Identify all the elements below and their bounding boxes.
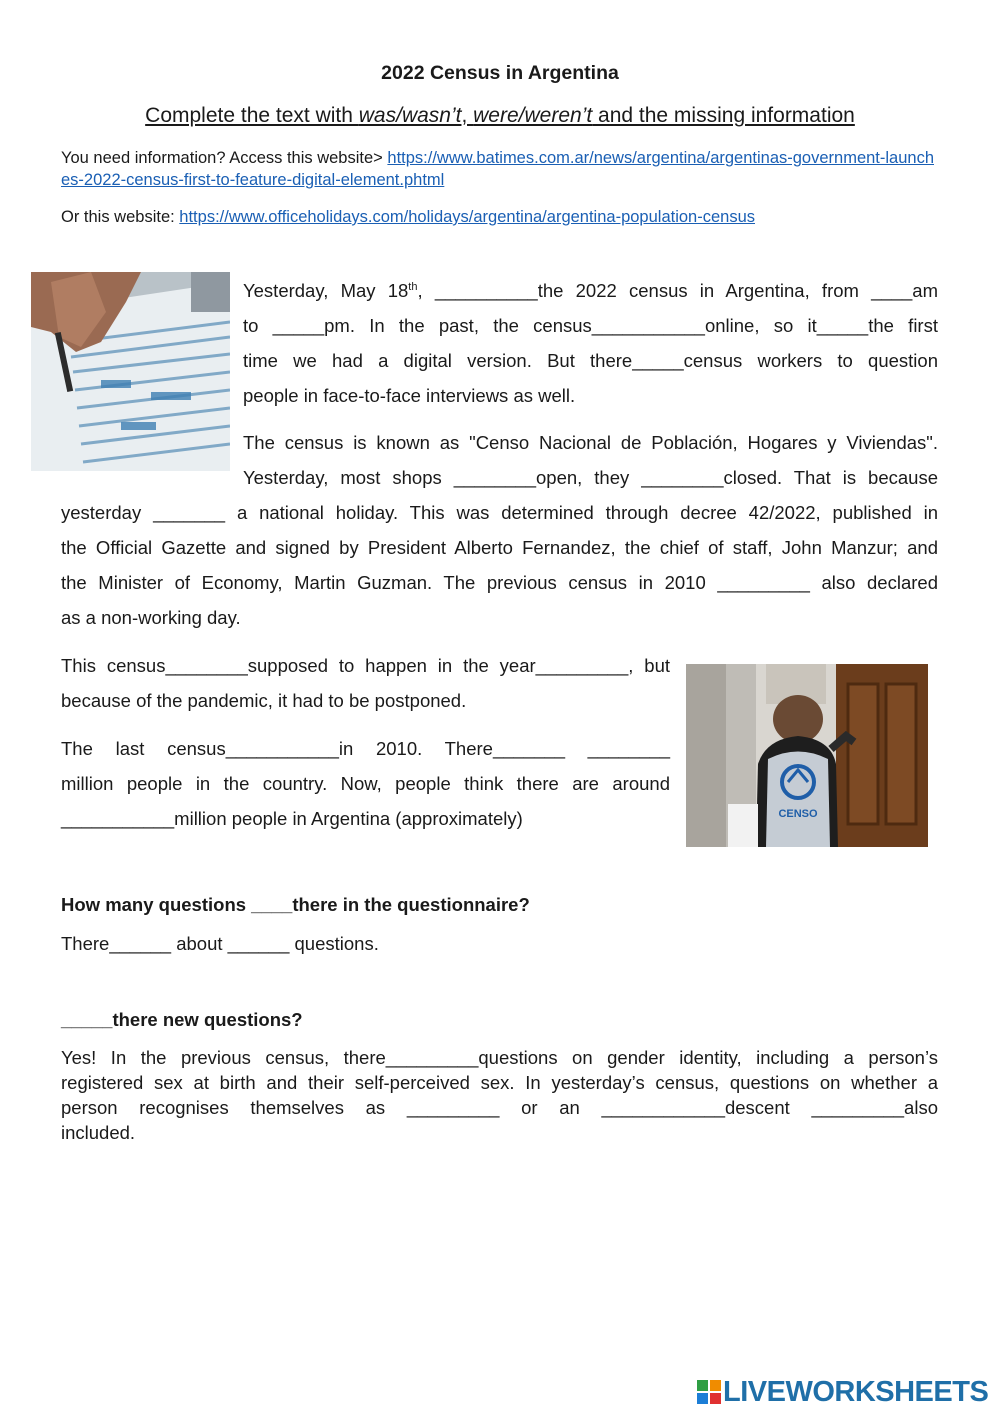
- instructions-part-2: ,: [461, 104, 474, 127]
- p4-line-3: ___________million people in Argentina (approximately): [61, 808, 523, 829]
- p1-line-1-rest: , __________the 2022 census in Argentina, from ____am: [417, 280, 938, 301]
- census-worker-photo: [686, 664, 928, 847]
- q2-line-4: included.: [61, 1122, 136, 1143]
- p2-line-3: yesterday _______ a national holiday. This was determined through decree 42/2022, published in: [61, 502, 938, 523]
- p1-line-2: to _____pm. In the past, the census___________online, so it_____the first: [243, 315, 938, 336]
- logo-mark-icon: [697, 1379, 721, 1403]
- instructions-part-3: and the missing information: [592, 104, 855, 127]
- p1-line-4: people in face-to-face interviews as well.: [243, 385, 576, 406]
- info-line-1: [61, 147, 941, 191]
- p1-line-1: [243, 280, 938, 302]
- info-prefix-1: You need information? Access this website>: [61, 149, 388, 167]
- instructions-part-1: Complete the text with: [145, 104, 359, 127]
- answer-1: There______ about ______ questions.: [61, 933, 379, 954]
- p1-line-3: time we had a digital version. But there_____census workers to question: [243, 350, 938, 371]
- batimes-link[interactable]: https://www.batimes.com.ar/news/argentina/argentinas-government-launches-2022-census-first-to-feature-digital-element.phtml: [61, 149, 934, 189]
- q2-line-2: registered sex at birth and their self-perceived sex. In yesterday’s census, questions on whether a: [61, 1072, 938, 1093]
- officeholidays-link[interactable]: https://www.officeholidays.com/holidays/argentina/argentina-population-census: [179, 208, 755, 226]
- liveworksheets-logo[interactable]: [697, 1376, 988, 1409]
- info-line-2: [61, 206, 941, 228]
- p2-line-4: the Official Gazette and signed by President Alberto Fernandez, the chief of staff, John Manzur; and: [61, 537, 938, 558]
- p2-line-1: The census is known as "Censo Nacional de Población, Hogares y Viviendas".: [243, 432, 938, 453]
- p2-line-6: as a non-working day.: [61, 607, 241, 628]
- p3-line-2: because of the pandemic, it had to be postponed.: [61, 690, 467, 711]
- p1-date-suffix: th: [408, 280, 418, 293]
- instructions: [0, 104, 1000, 128]
- p3-line-1: This census________supposed to happen in the year_________, but: [61, 655, 670, 676]
- instructions-were: were/weren’t: [473, 104, 593, 127]
- p2-line-2: Yesterday, most shops ________open, they ________closed. That is because: [243, 467, 938, 488]
- p4-line-1: The last census___________in 2010. There_______ ________: [61, 738, 670, 759]
- question-2: _____there new questions?: [61, 1009, 303, 1030]
- p1-date: Yesterday, May 18: [243, 280, 409, 301]
- instructions-was: was/wasn’t: [358, 104, 462, 127]
- q2-line-1: Yes! In the previous census, there_________questions on gender identity, including a person’s: [61, 1047, 938, 1068]
- logo-text: LIVEWORKSHEETS: [723, 1376, 989, 1408]
- question-1: How many questions ____there in the questionnaire?: [61, 894, 530, 915]
- p4-line-2: million people in the country. Now, people think there are around: [61, 773, 670, 794]
- p2-line-5: the Minister of Economy, Martin Guzman. The previous census in 2010 _________ also declared: [61, 572, 938, 593]
- q2-line-3: person recognises themselves as _________ or an ____________descent _________also: [61, 1097, 938, 1118]
- page-title: 2022 Census in Argentina: [381, 62, 619, 84]
- info-prefix-2: Or this website:: [61, 208, 180, 226]
- vest-label: CENSO: [778, 808, 818, 820]
- census-form-photo: [31, 272, 230, 471]
